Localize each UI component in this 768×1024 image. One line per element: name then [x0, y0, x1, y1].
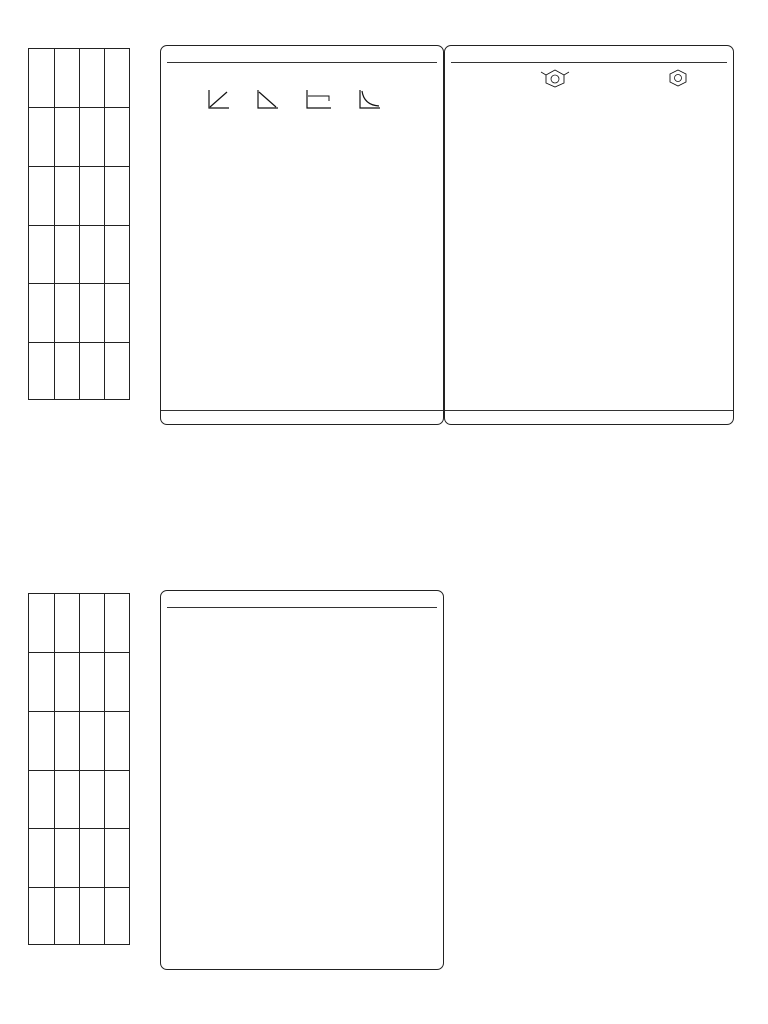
answer-options	[451, 65, 727, 89]
graph-b-icon	[256, 88, 280, 110]
graph-option-d	[353, 88, 382, 110]
table-cell-label	[103, 49, 127, 107]
table-divider	[54, 49, 55, 399]
table-cell-label	[103, 887, 127, 946]
table-cell-label	[103, 342, 127, 401]
table-cell-label	[103, 225, 127, 283]
exam-page-2	[444, 45, 734, 425]
option	[600, 66, 727, 88]
page-footer	[161, 410, 443, 424]
methyl-salicylate-structure-icon	[540, 66, 570, 88]
graph-c-icon	[305, 88, 333, 110]
page-header-right	[433, 49, 437, 57]
translator-note	[130, 48, 150, 400]
section-heading	[451, 56, 727, 65]
page-content	[451, 56, 727, 89]
table-divider	[79, 594, 80, 944]
table-cell-label	[103, 711, 127, 770]
exam-page-1	[160, 45, 444, 425]
page-footer	[445, 410, 733, 424]
table-divider	[79, 49, 80, 399]
table-divider	[54, 594, 55, 944]
table-cell-label	[103, 166, 127, 225]
graph-option-b	[251, 88, 280, 110]
graph-option-a	[202, 88, 231, 110]
methyl-benzoate-structure-icon	[666, 66, 690, 88]
table-cell-label	[103, 107, 127, 166]
translator-note	[130, 593, 150, 945]
table-cell-label	[103, 283, 127, 342]
table-cell-label	[103, 652, 127, 711]
grading-table-bottom	[28, 593, 130, 945]
table-cell-label	[103, 828, 127, 887]
page-header	[167, 46, 437, 63]
page-header-right	[429, 594, 437, 602]
graph-d-icon	[358, 88, 382, 110]
graph-option-c	[300, 88, 333, 110]
option	[473, 66, 600, 88]
table-cell-label	[103, 770, 127, 828]
page-content	[167, 74, 437, 110]
page-header	[167, 591, 437, 608]
table-cell-label	[103, 594, 127, 652]
exam-page-3	[160, 590, 444, 970]
graph-a-icon	[207, 88, 231, 110]
grading-table-top	[28, 48, 130, 400]
graph-options	[167, 88, 437, 110]
